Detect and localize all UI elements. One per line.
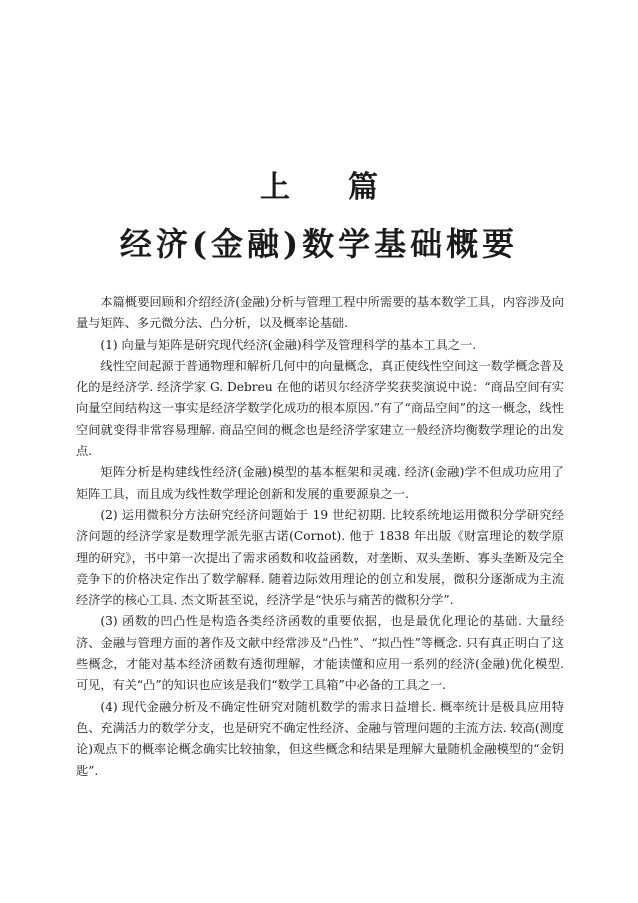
paragraph: (3) 函数的凹凸性是构造各类经济函数的重要依据，也是最优化理论的基础. 大量经济、金融与管理方面的著作及文献中经常涉及“凸性”、“拟凸性”等概念. 只有真正明白了这些概念，才能对基本经济函数有透彻理解，才能读懂和应用一系列的经济(金融)优化模型. 可见，有关“凸”的知识也应该是我们“数学工具箱”中必备的工具之一. (76, 614, 564, 693)
paragraph: 本篇概要回顾和介绍经济(金融)分析与管理工程中所需要的基本数学工具，内容涉及向量与矩阵、多元微分法、凸分析，以及概率论基础. (76, 295, 564, 331)
paragraph: 线性空间起源于普通物理和解析几何中的向量概念，真正使线性空间这一数学概念普及化的是经济学. 经济学家 G. Debreu 在他的诺贝尔经济学奖获奖演说中说：“商品空间有实向量空间结构这一事实是经济学数学化成功的根本原因.”有了“商品空间”的这一概念，线性空间就变得非常容易理解. 商品空间的概念也是经济学家建立一般经济均衡数学理论的出发点. (76, 358, 564, 459)
paragraph: (4) 现代金融分析及不确定性研究对随机数学的需求日益增长. 概率统计是极具应用特色、充满活力的数学分支，也是研究不确定性经济、金融与管理问题的主流方法. 较高(测度论)观点下的概率论概念确实比较抽象，但这些概念和结果是理解大量随机金融模型的“金钥匙”. (76, 699, 564, 778)
paragraph: 矩阵分析是构建线性经济(金融)模型的基本框架和灵魂. 经济(金融)学不但成功应用了矩阵工具，而且成为线性数学理论创新和发展的重要源泉之一. (76, 465, 564, 501)
paragraph: (1) 向量与矩阵是研究现代经济(金融)科学及管理科学的基本工具之一. (100, 337, 477, 352)
paragraph: (2) 运用微积分方法研究经济问题始于 19 世纪初期. 比较系统地运用微积分学研究经济问题的经济学家是数理学派先驱古诺(Cornot). 他于 1838 年出版《财富理论的数学原理的研究》，书中第一次提出了需求函数和收益函数，对垄断、双头垄断、寡头垄断及完全竞争下的价格决定作出了数学解释. 随着边际效用理论的创立和发展，微积分逐渐成为主流经济学的核心工具. 杰文斯甚至说，经济学是“快乐与痛苦的微积分学”. (76, 507, 564, 608)
body-text (76, 292, 564, 782)
part-title: 上篇 (260, 170, 436, 205)
chapter-title: 经济(金融)数学基础概要 (119, 225, 519, 263)
